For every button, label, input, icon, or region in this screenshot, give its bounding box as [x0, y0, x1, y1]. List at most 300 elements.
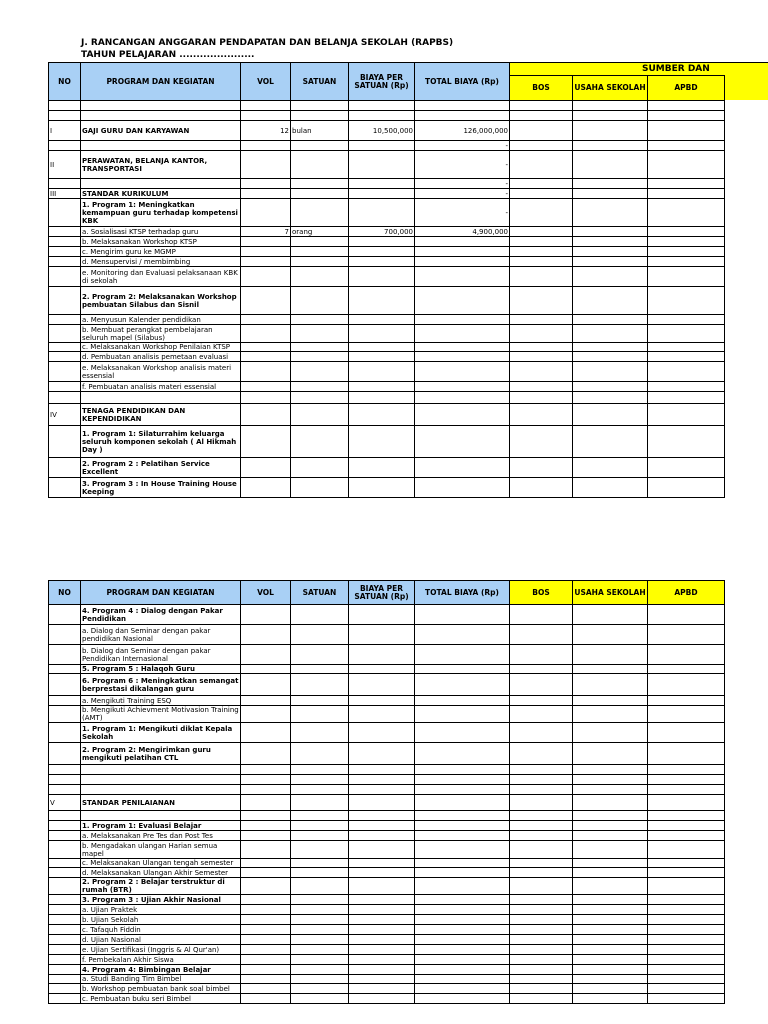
- row-apbd: [648, 915, 725, 925]
- row-biaya: [349, 743, 415, 765]
- row-total: 126,000,000: [415, 121, 510, 141]
- row-no: [49, 426, 81, 458]
- row-biaya: [349, 859, 415, 868]
- row-program: GAJI GURU DAN KARYAWAN: [81, 121, 241, 141]
- table-row: [49, 645, 725, 665]
- row-total: [415, 352, 510, 362]
- row-satuan: [291, 723, 349, 743]
- row-vol: [241, 111, 291, 121]
- row-bos: [510, 179, 573, 189]
- row-usaha: [573, 151, 648, 179]
- row-vol: [241, 257, 291, 267]
- row-usaha: [573, 859, 648, 868]
- row-usaha: [573, 605, 648, 625]
- table-row: [49, 795, 725, 811]
- row-program: d. Ujian Nasional: [81, 935, 241, 945]
- row-usaha: [573, 905, 648, 915]
- row-satuan: [291, 362, 349, 382]
- row-total: [415, 362, 510, 382]
- row-apbd: [648, 362, 725, 382]
- row-satuan: [291, 267, 349, 287]
- col-vol-header-2: VOL: [241, 581, 291, 605]
- row-program: 3. Program 3 : Ujian Akhir Nasional: [81, 895, 241, 905]
- row-bos: [510, 237, 573, 247]
- row-vol: [241, 905, 291, 915]
- row-biaya: [349, 895, 415, 905]
- row-bos: [510, 795, 573, 811]
- table-row: [49, 227, 725, 237]
- row-program: [81, 111, 241, 121]
- row-no: [49, 955, 81, 965]
- row-bos: [510, 382, 573, 392]
- row-vol: 12: [241, 121, 291, 141]
- row-program: [81, 811, 241, 821]
- row-apbd: [648, 743, 725, 765]
- row-apbd: [648, 795, 725, 811]
- row-apbd: [648, 935, 725, 945]
- row-satuan: [291, 189, 349, 199]
- row-apbd: [648, 141, 725, 151]
- row-apbd: [648, 199, 725, 227]
- row-satuan: [291, 935, 349, 945]
- row-biaya: [349, 478, 415, 498]
- row-vol: [241, 945, 291, 955]
- row-usaha: [573, 821, 648, 831]
- table-row: [49, 392, 725, 404]
- row-total: [415, 257, 510, 267]
- row-program: c. Melaksanakan Workshop Penilaian KTSP: [81, 343, 241, 352]
- row-bos: [510, 965, 573, 975]
- row-total: [415, 237, 510, 247]
- row-apbd: [648, 841, 725, 859]
- row-bos: [510, 362, 573, 382]
- table-row: [49, 915, 725, 925]
- table-row: [49, 287, 725, 315]
- row-usaha: [573, 121, 648, 141]
- row-biaya: [349, 382, 415, 392]
- row-biaya: [349, 458, 415, 478]
- row-bos: [510, 994, 573, 1004]
- row-bos: [510, 925, 573, 935]
- row-vol: [241, 811, 291, 821]
- row-biaya: [349, 199, 415, 227]
- row-program: 1. Program 1: Mengikuti diklat Kepala Sekolah: [81, 723, 241, 743]
- row-apbd: [648, 458, 725, 478]
- row-total: [415, 785, 510, 795]
- row-bos: [510, 478, 573, 498]
- row-satuan: [291, 111, 349, 121]
- row-total: -: [415, 189, 510, 199]
- row-usaha: [573, 392, 648, 404]
- row-program: 2. Program 2 : Pelatihan Service Excellent: [81, 458, 241, 478]
- row-program: 2. Program 2 : Belajar terstruktur di rumah (BTR): [81, 878, 241, 895]
- row-program: c. Tafaquh Fiddin: [81, 925, 241, 935]
- row-usaha: [573, 257, 648, 267]
- row-satuan: [291, 821, 349, 831]
- row-total: [415, 965, 510, 975]
- table-row: [49, 382, 725, 392]
- table-row: [49, 625, 725, 645]
- row-biaya: [349, 645, 415, 665]
- row-satuan: [291, 775, 349, 785]
- row-biaya: [349, 696, 415, 706]
- row-bos: [510, 984, 573, 994]
- row-no: [49, 984, 81, 994]
- row-satuan: [291, 458, 349, 478]
- row-no: [49, 287, 81, 315]
- row-no: [49, 325, 81, 343]
- col-no-header-2: NO: [49, 581, 81, 605]
- row-apbd: [648, 945, 725, 955]
- row-apbd: [648, 696, 725, 706]
- row-usaha: [573, 352, 648, 362]
- row-program: 6. Program 6 : Meningkatkan semangat berprestasi dikalangan guru: [81, 674, 241, 696]
- row-biaya: [349, 189, 415, 199]
- row-apbd: [648, 785, 725, 795]
- row-program: a. Menyusun Kalender pendidikan: [81, 315, 241, 325]
- row-total: [415, 905, 510, 915]
- row-usaha: [573, 706, 648, 723]
- row-vol: [241, 665, 291, 674]
- row-vol: [241, 895, 291, 905]
- row-no: [49, 878, 81, 895]
- row-program: [81, 785, 241, 795]
- row-program: [81, 141, 241, 151]
- row-program: 2. Program 2: Melaksanakan Workshop pembuatan Silabus dan Sisnil: [81, 287, 241, 315]
- row-vol: [241, 955, 291, 965]
- row-program: d. Melaksanakan Ulangan Akhir Semester: [81, 868, 241, 878]
- row-bos: [510, 674, 573, 696]
- row-apbd: [648, 426, 725, 458]
- row-satuan: [291, 743, 349, 765]
- row-satuan: orang: [291, 227, 349, 237]
- table-row: [49, 696, 725, 706]
- table-row: [49, 895, 725, 905]
- row-satuan: [291, 665, 349, 674]
- row-usaha: [573, 696, 648, 706]
- col-apbd-header-2: APBD: [648, 581, 725, 605]
- table-row: [49, 868, 725, 878]
- row-satuan: [291, 404, 349, 426]
- row-no: [49, 935, 81, 945]
- row-no: [49, 975, 81, 984]
- row-biaya: [349, 404, 415, 426]
- table-row: [49, 665, 725, 674]
- row-satuan: [291, 101, 349, 111]
- row-no: [49, 821, 81, 831]
- row-total: [415, 315, 510, 325]
- col-biaya-header: BIAYA PER SATUAN (Rp): [349, 63, 415, 101]
- row-program: b. Mengikuti Achievment Motivasion Training (AMT): [82, 706, 239, 722]
- col-program-header: PROGRAM DAN KEGIATAN: [81, 63, 241, 101]
- row-apbd: [648, 478, 725, 498]
- row-biaya: 700,000: [349, 227, 415, 237]
- row-bos: [510, 267, 573, 287]
- row-usaha: [573, 868, 648, 878]
- table-row: [49, 785, 725, 795]
- row-no: IV: [49, 404, 81, 426]
- row-apbd: [648, 878, 725, 895]
- row-biaya: [349, 905, 415, 915]
- row-no: [49, 915, 81, 925]
- row-usaha: [573, 811, 648, 821]
- row-no: [49, 645, 81, 665]
- row-apbd: [648, 905, 725, 915]
- row-no: [49, 765, 81, 775]
- row-bos: [510, 426, 573, 458]
- row-no: [49, 859, 81, 868]
- row-apbd: [648, 111, 725, 121]
- row-biaya: [349, 821, 415, 831]
- table-row: [49, 811, 725, 821]
- table-row: [49, 821, 725, 831]
- row-bos: [510, 975, 573, 984]
- row-biaya: [349, 831, 415, 841]
- row-satuan: [291, 785, 349, 795]
- row-bos: [510, 775, 573, 785]
- row-usaha: [573, 878, 648, 895]
- row-bos: [510, 189, 573, 199]
- row-satuan: [291, 237, 349, 247]
- row-biaya: [349, 945, 415, 955]
- row-no: [49, 257, 81, 267]
- row-total: [415, 458, 510, 478]
- row-satuan: [291, 287, 349, 315]
- col-satuan-header: SATUAN: [291, 63, 349, 101]
- row-program: b. Mengadakan ulangan Harian semua mapel: [81, 841, 241, 859]
- row-vol: [241, 362, 291, 382]
- row-vol: [241, 743, 291, 765]
- row-bos: [510, 404, 573, 426]
- row-usaha: [573, 984, 648, 994]
- row-program: b. Workshop pembuatan bank soal bimbel: [81, 984, 241, 994]
- row-bos: [510, 458, 573, 478]
- row-usaha: [573, 199, 648, 227]
- row-no: [49, 723, 81, 743]
- row-total: [415, 625, 510, 645]
- row-satuan: [291, 975, 349, 984]
- table-row: [49, 179, 725, 189]
- row-biaya: [349, 287, 415, 315]
- table-row: [49, 975, 725, 984]
- row-satuan: [291, 478, 349, 498]
- row-usaha: [573, 325, 648, 343]
- row-vol: [241, 392, 291, 404]
- row-total: [415, 841, 510, 859]
- row-total: [415, 665, 510, 674]
- table-row: [49, 831, 725, 841]
- row-no: [49, 382, 81, 392]
- row-total: [415, 101, 510, 111]
- sumber-dana-header: SUMBER DAN: [509, 62, 768, 76]
- rapbs-table-2: [48, 580, 725, 1004]
- table-row: [49, 426, 725, 458]
- row-vol: [241, 237, 291, 247]
- table-row: [49, 994, 725, 1004]
- row-program: STANDAR KURIKULUM: [81, 189, 241, 199]
- row-biaya: [349, 267, 415, 287]
- row-biaya: [349, 426, 415, 458]
- row-vol: [241, 795, 291, 811]
- col-vol-header: VOL: [241, 63, 291, 101]
- row-apbd: [648, 287, 725, 315]
- row-no: II: [49, 151, 81, 179]
- row-bos: [510, 821, 573, 831]
- row-total: [415, 811, 510, 821]
- row-total: 4,900,000: [415, 227, 510, 237]
- row-total: [415, 935, 510, 945]
- row-usaha: [573, 994, 648, 1004]
- row-no: [49, 905, 81, 915]
- row-total: -: [415, 199, 510, 227]
- row-total: -: [415, 151, 510, 179]
- row-vol: [241, 965, 291, 975]
- row-program: a. Melaksanakan Pre Tes dan Post Tes: [81, 831, 241, 841]
- row-usaha: [573, 785, 648, 795]
- row-bos: [510, 895, 573, 905]
- row-no: [49, 945, 81, 955]
- row-program: [81, 392, 241, 404]
- row-bos: [510, 785, 573, 795]
- row-total: [415, 645, 510, 665]
- row-usaha: [573, 945, 648, 955]
- table-row: [49, 315, 725, 325]
- row-satuan: [291, 915, 349, 925]
- row-bos: [510, 625, 573, 645]
- col-apbd-header: APBD: [648, 76, 725, 101]
- row-vol: [241, 199, 291, 227]
- table-row: [49, 878, 725, 895]
- row-bos: [510, 868, 573, 878]
- row-usaha: [573, 841, 648, 859]
- table-row: [49, 945, 725, 955]
- row-biaya: [349, 955, 415, 965]
- row-program: e. Monitoring dan Evaluasi pelaksanaan KBK di sekolah: [81, 267, 241, 287]
- row-no: [49, 179, 81, 189]
- row-biaya: 10,500,000: [349, 121, 415, 141]
- table-row: [49, 101, 725, 111]
- table-row: [49, 984, 725, 994]
- row-total: [415, 674, 510, 696]
- row-satuan: [291, 795, 349, 811]
- row-total: [415, 392, 510, 404]
- row-program: 2. Program 2: Mengirimkan guru mengikuti pelatihan CTL: [81, 743, 241, 765]
- row-total: [415, 975, 510, 984]
- row-program: e. Melaksanakan Workshop analisis materi essensial: [81, 362, 241, 382]
- row-total: [415, 723, 510, 743]
- row-vol: [241, 458, 291, 478]
- row-apbd: [648, 811, 725, 821]
- row-usaha: [573, 227, 648, 237]
- row-total: [415, 382, 510, 392]
- row-program: a. Studi Banding Tim Bimbel: [81, 975, 241, 984]
- row-apbd: [648, 868, 725, 878]
- row-biaya: [349, 706, 415, 723]
- row-apbd: [648, 257, 725, 267]
- row-total: [415, 247, 510, 257]
- row-usaha: [573, 645, 648, 665]
- row-usaha: [573, 111, 648, 121]
- row-bos: [510, 121, 573, 141]
- row-total: [415, 878, 510, 895]
- row-usaha: [573, 267, 648, 287]
- row-program: TENAGA PENDIDIKAN DAN KEPENDIDIKAN: [81, 404, 241, 426]
- col-bos-header-2: BOS: [510, 581, 573, 605]
- table-row: [49, 955, 725, 965]
- row-usaha: [573, 247, 648, 257]
- row-satuan: [291, 247, 349, 257]
- row-satuan: [291, 151, 349, 179]
- row-bos: [510, 141, 573, 151]
- row-program: b. Membuat perangkat pembelajaran seluruh mapel (Silabus): [81, 325, 241, 343]
- row-biaya: [349, 841, 415, 859]
- row-vol: [241, 696, 291, 706]
- row-satuan: [291, 868, 349, 878]
- row-no: [49, 811, 81, 821]
- row-total: [415, 267, 510, 287]
- row-bos: [510, 199, 573, 227]
- table-row: [49, 267, 725, 287]
- row-apbd: [648, 352, 725, 362]
- row-total: [415, 795, 510, 811]
- row-program: f. Pembekalan Akhir Siswa: [81, 955, 241, 965]
- row-program: 1. Program 1: Evaluasi Belajar: [81, 821, 241, 831]
- row-vol: [241, 994, 291, 1004]
- row-biaya: [349, 605, 415, 625]
- row-vol: [241, 785, 291, 795]
- row-bos: [510, 111, 573, 121]
- row-biaya: [349, 101, 415, 111]
- col-usaha-header-2: USAHA SEKOLAH: [573, 581, 648, 605]
- row-usaha: [573, 287, 648, 315]
- row-no: [49, 625, 81, 645]
- row-no: [49, 199, 81, 227]
- row-bos: [510, 352, 573, 362]
- row-vol: [241, 765, 291, 775]
- row-no: I: [49, 121, 81, 141]
- row-program: [81, 765, 241, 775]
- row-total: [415, 426, 510, 458]
- row-program: 1. Program 1: Silaturrahim keluarga seluruh komponen sekolah ( Al Hikmah Day ): [81, 426, 241, 458]
- rapbs-table-1: [48, 62, 725, 498]
- table-row: [49, 257, 725, 267]
- row-vol: [241, 821, 291, 831]
- row-no: [49, 994, 81, 1004]
- row-apbd: [648, 994, 725, 1004]
- row-apbd: [648, 315, 725, 325]
- row-satuan: [291, 811, 349, 821]
- row-total: [415, 111, 510, 121]
- row-satuan: [291, 965, 349, 975]
- row-usaha: [573, 831, 648, 841]
- row-program: [81, 775, 241, 785]
- col-no-header: NO: [49, 63, 81, 101]
- row-satuan: [291, 925, 349, 935]
- table-row: [49, 674, 725, 696]
- row-vol: [241, 841, 291, 859]
- table-row: [49, 111, 725, 121]
- row-no: [49, 237, 81, 247]
- row-satuan: [291, 831, 349, 841]
- row-program: d. Pembuatan analisis pemetaan evaluasi: [81, 352, 241, 362]
- row-apbd: [648, 101, 725, 111]
- row-vol: [241, 674, 291, 696]
- row-bos: [510, 723, 573, 743]
- yellow-fill: [724, 75, 768, 100]
- row-program: a. Mengikuti Training ESQ: [81, 696, 241, 706]
- row-usaha: [573, 895, 648, 905]
- row-total: [415, 605, 510, 625]
